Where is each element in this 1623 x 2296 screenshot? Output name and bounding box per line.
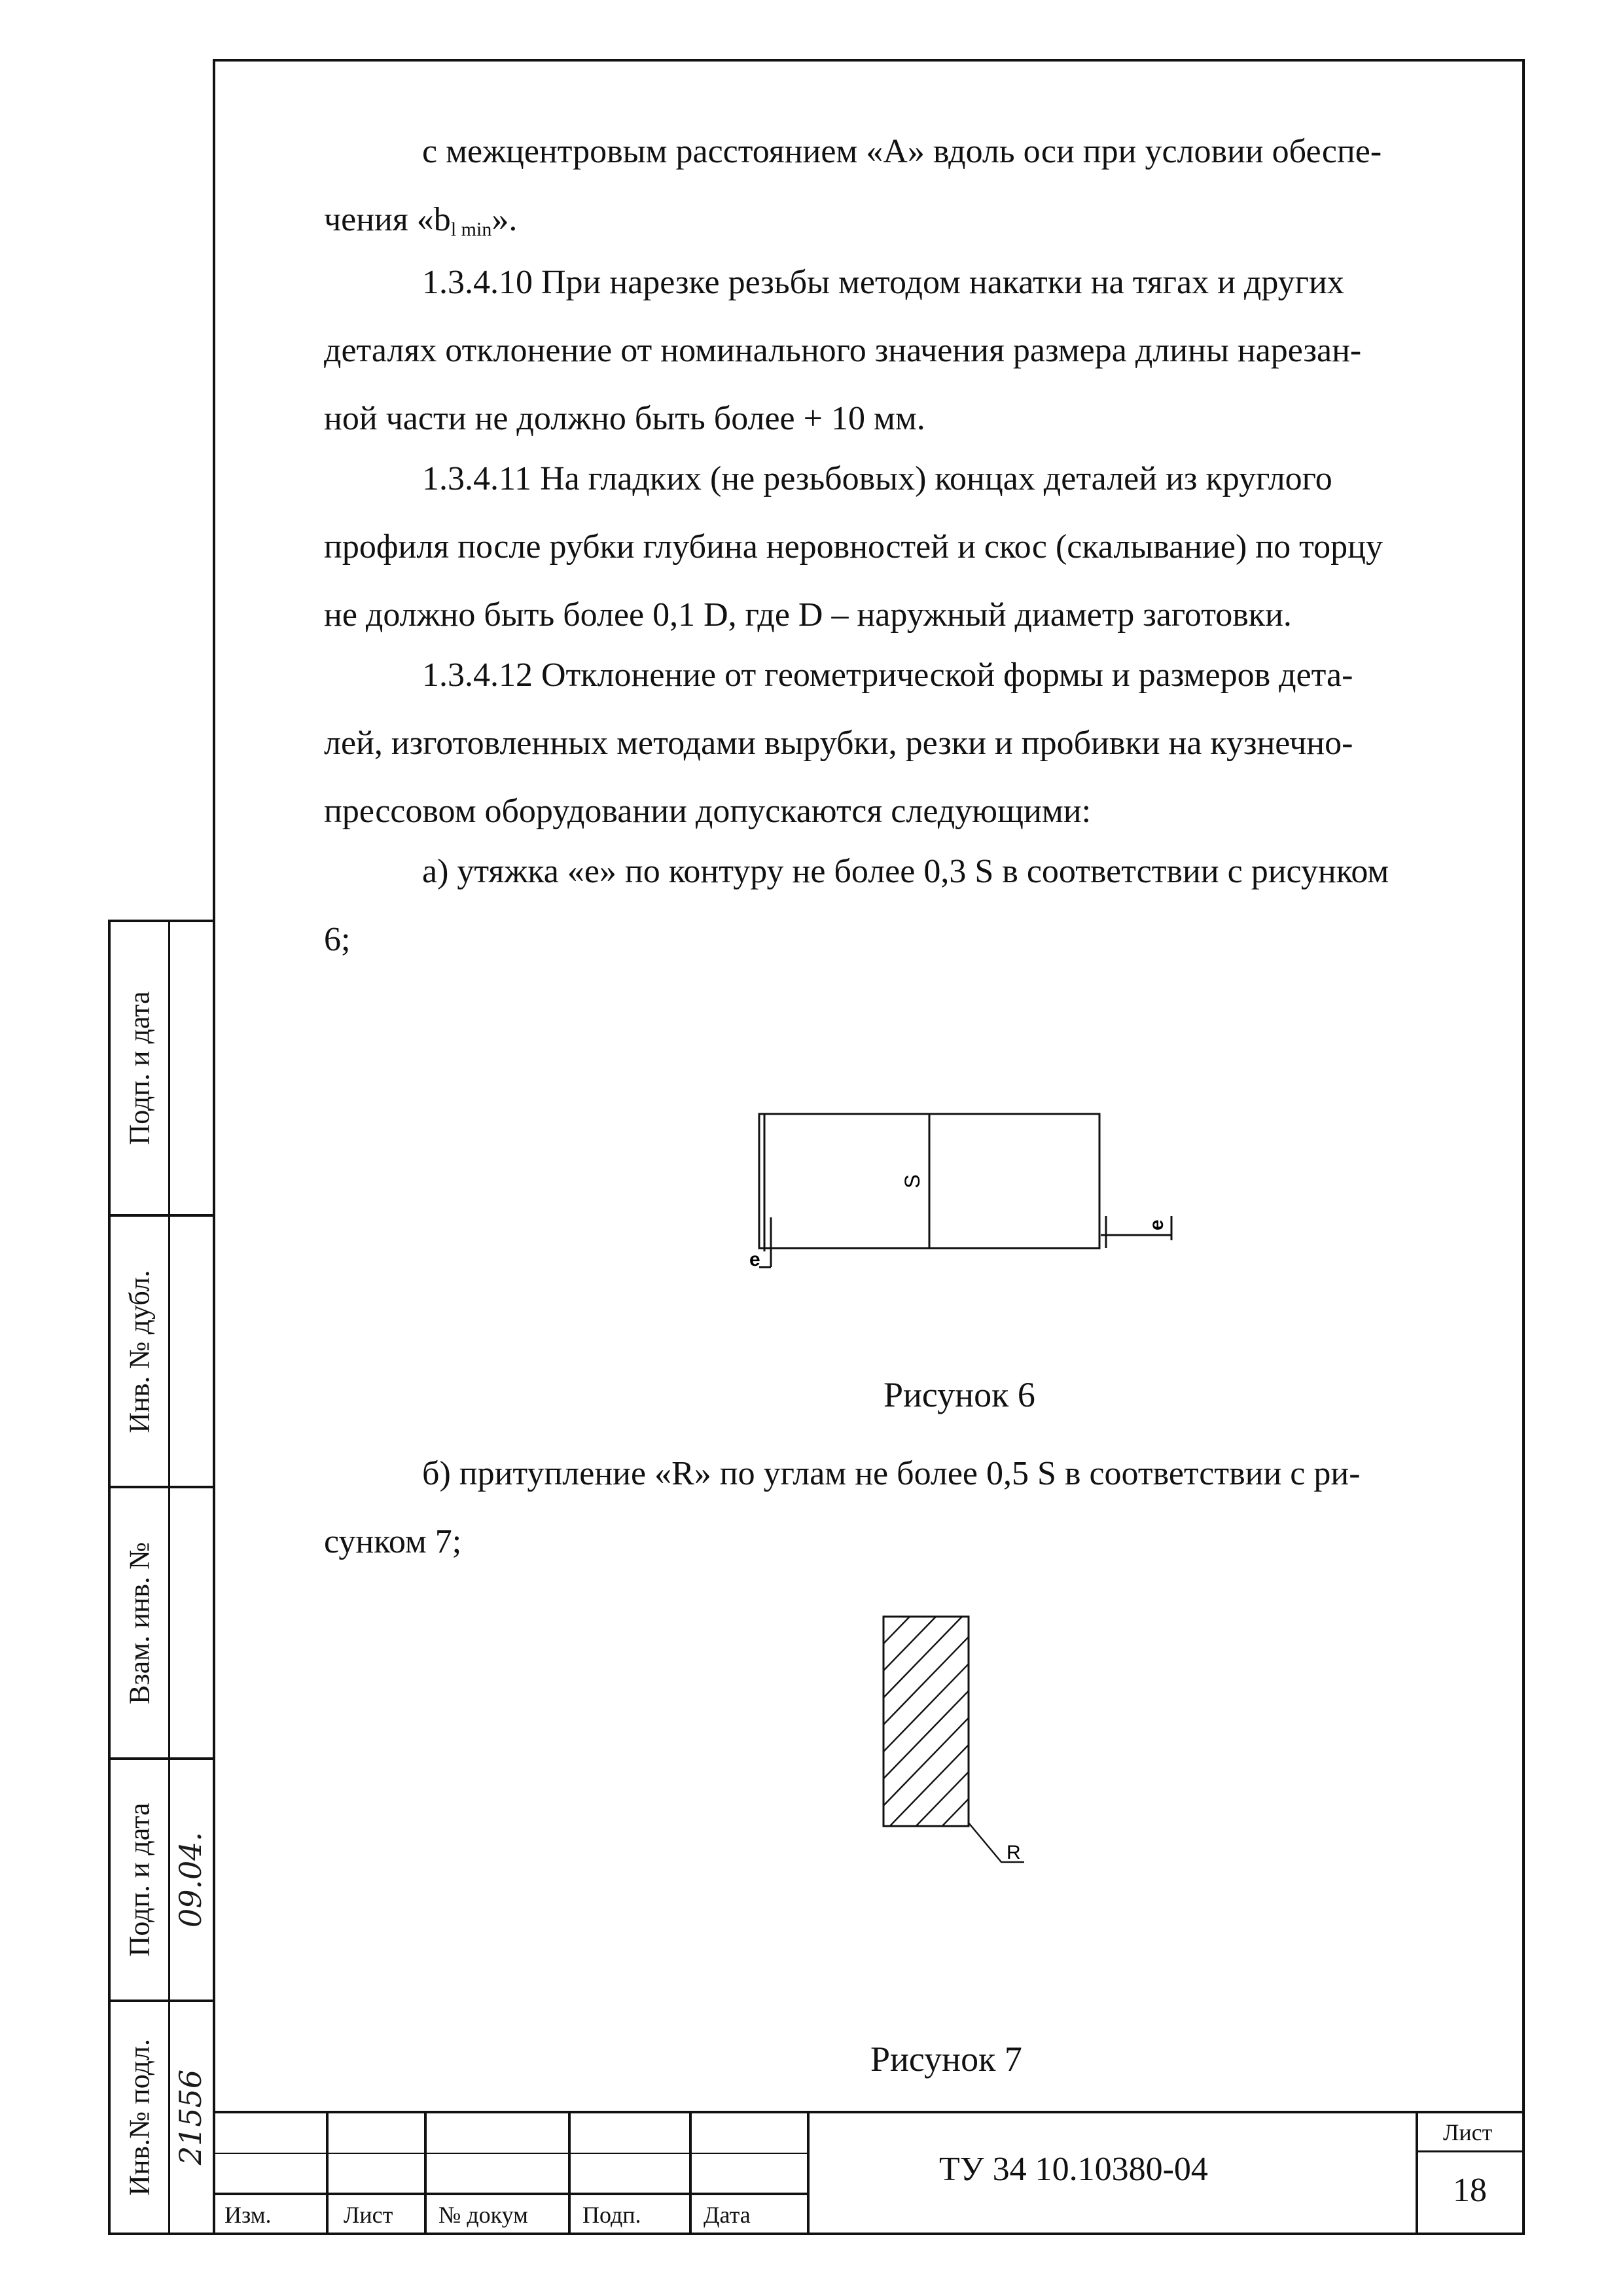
handwritten-inventory-number: 21556 bbox=[173, 2069, 208, 2166]
paragraph-1-3-4-12 bbox=[324, 641, 1522, 846]
side-label: Подп. и дата bbox=[123, 1803, 156, 1957]
text-line: с межцентровым расстоянием «А» вдоль оси при условии обеспе- bbox=[422, 133, 1382, 170]
item-a bbox=[324, 838, 1522, 974]
text-line: сунком 7; bbox=[324, 1523, 462, 1560]
paragraph-continuation bbox=[324, 118, 1522, 264]
text-fragment: ». bbox=[491, 201, 518, 238]
sheet-label: Лист bbox=[1443, 2119, 1493, 2145]
figure-6-label-e-right: e bbox=[1146, 1219, 1168, 1230]
handwritten-date: 09.04. bbox=[173, 1831, 208, 1928]
subscript: l min bbox=[450, 219, 492, 240]
side-cell-dup-inv bbox=[111, 1217, 213, 1488]
figure-6-label-e-left: e bbox=[749, 1249, 760, 1270]
text-line: прессовом оборудовании допускаются следующими: bbox=[324, 793, 1092, 830]
text-line: деталях отклонение от номинального значения размера длины нарезан- bbox=[324, 332, 1362, 369]
figure-7-drawing bbox=[870, 1610, 1067, 1898]
side-label: Инв.№ подл. bbox=[123, 2039, 156, 2196]
text-line: ной части не должно быть более + 10 мм. bbox=[324, 400, 925, 437]
figure-6-drawing bbox=[720, 1100, 1204, 1296]
side-cell-replace-inv bbox=[111, 1488, 213, 1760]
figure-7-label-r: R bbox=[1007, 1842, 1021, 1863]
text-line: 1.3.4.10 При нарезке резьбы методом накатки на тягах и других bbox=[422, 264, 1344, 301]
sheet-number: 18 bbox=[1453, 2172, 1487, 2209]
text-line: профиля после рубки глубина неровностей и скос (скалывание) по торцу bbox=[324, 528, 1383, 565]
figure-6-caption: Рисунок 6 bbox=[883, 1375, 1035, 1414]
side-cell-original-inv bbox=[111, 2002, 213, 2233]
item-b bbox=[324, 1440, 1522, 1576]
text-fragment: чения «b bbox=[324, 201, 451, 238]
text-line: а) утяжка «е» по контуру не более 0,3 S в соответствии с рисунком bbox=[422, 853, 1389, 890]
side-cell-sign-date-2 bbox=[111, 1760, 213, 2002]
col-header-sheet: Лист bbox=[344, 2202, 393, 2228]
side-cell-sign-date-1 bbox=[111, 922, 213, 1217]
title-block-grid bbox=[213, 2111, 1525, 2235]
paragraph-1-3-4-10 bbox=[324, 249, 1522, 453]
title-block bbox=[213, 2111, 1525, 2235]
side-label: Инв. № дубл. bbox=[123, 1269, 156, 1433]
text-line: 1.3.4.12 Отклонение от геометрической формы и размеров дета- bbox=[422, 656, 1353, 694]
col-header-date: Дата bbox=[704, 2202, 751, 2228]
col-header-signature: Подп. bbox=[582, 2202, 641, 2228]
text-line: б) притупление «R» по углам не более 0,5 S в соответствии с ри- bbox=[422, 1455, 1361, 1492]
figure-6-label-s: S bbox=[901, 1174, 924, 1189]
side-label: Подп. и дата bbox=[123, 991, 156, 1145]
paragraph-1-3-4-11 bbox=[324, 445, 1522, 649]
text-line: 6; bbox=[324, 921, 351, 958]
text-line: лей, изготовленных методами вырубки, резки и пробивки на кузнечно- bbox=[324, 725, 1353, 762]
figure-7-caption: Рисунок 7 bbox=[870, 2039, 1022, 2079]
text-line: не должно быть более 0,1 D, где D – наружный диаметр заготовки. bbox=[324, 596, 1292, 634]
col-header-doc-no: № докум bbox=[438, 2202, 528, 2228]
side-stamp-column bbox=[108, 920, 215, 2235]
document-code: ТУ 34 10.10380-04 bbox=[939, 2151, 1208, 2188]
col-header-change: Изм. bbox=[224, 2202, 272, 2228]
side-label: Взам. инв. № bbox=[123, 1541, 156, 1704]
text-line: 1.3.4.11 На гладких (не резьбовых) концах деталей из круглого bbox=[422, 460, 1332, 497]
